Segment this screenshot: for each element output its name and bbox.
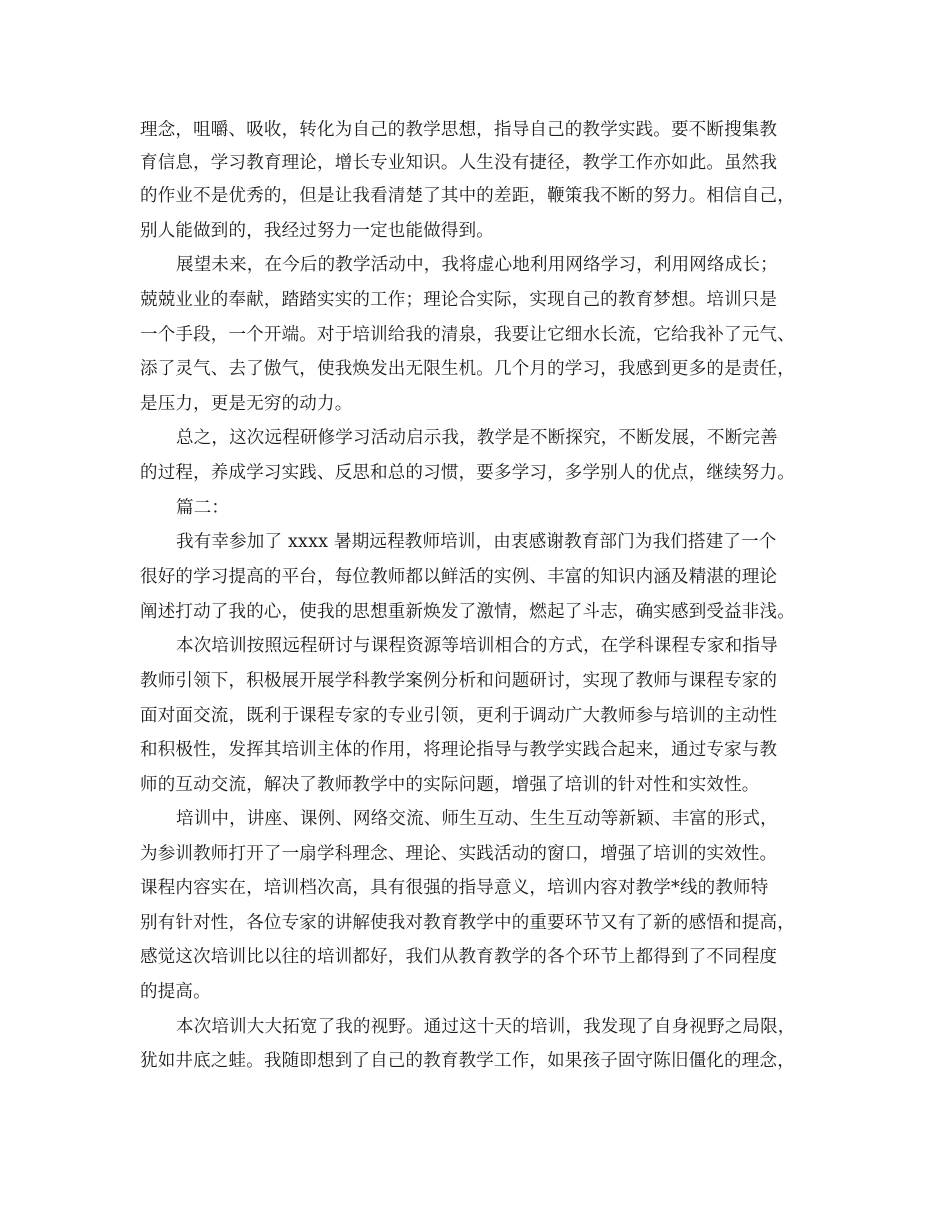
text-line: 犹如井底之蛙。我随即想到了自己的教育教学工作，如果孩子固守陈旧僵化的理念， xyxy=(140,1051,795,1071)
text-line: 别人能做到的，我经过努力一定也能做得到。 xyxy=(140,221,494,241)
text-line: 兢兢业业的奉献，踏踏实实的工作；理论合实际，实现自己的教育梦想。培训只是 xyxy=(140,290,778,310)
text-line: 很好的学习提高的平台，每位教师都以鲜活的实例、丰富的知识内涵及精湛的理论 xyxy=(140,567,778,587)
text-line: 育信息，学习教育理论，增长专业知识。人生没有捷径，教学工作亦如此。虽然我 xyxy=(140,153,778,173)
text-line: 为参训教师打开了一扇学科理念、理论、实践活动的窗口，增强了培训的实效性。 xyxy=(140,844,778,864)
text-line: 别有针对性，各位专家的讲解使我对教育教学中的重要环节又有了新的感悟和提高， xyxy=(140,913,795,933)
text-line: 的提高。 xyxy=(140,982,211,1002)
text-line: 阐述打动了我的心，使我的思想重新焕发了激情，燃起了斗志，确实感到受益非浅。 xyxy=(140,602,795,622)
text-line: 的作业不是优秀的，但是让我看清楚了其中的差距，鞭策我不断的努力。相信自己， xyxy=(140,186,795,206)
text-line: 面对面交流，既利于课程专家的专业引领，更利于调动广大教师参与培训的主动性 xyxy=(140,706,778,726)
text-line: 培训中，讲座、课例、网络交流、师生互动、生生互动等新颖、丰富的形式， xyxy=(176,809,778,829)
text-line: 添了灵气、去了傲气，使我焕发出无限生机。几个月的学习，我感到更多的是责任， xyxy=(140,359,795,379)
text-line: 我有幸参加了 xxxx 暑期远程教师培训，由衷感谢教育部门为我们搭建了一个 xyxy=(176,532,777,552)
text-line: 和积极性，发挥其培训主体的作用，将理论指导与教学实践合起来，通过专家与教 xyxy=(140,740,778,760)
text-line: 展望未来，在今后的教学活动中，我将虚心地利用网络学习，利用网络成长； xyxy=(176,255,778,275)
text-line: 是压力，更是无穷的动力。 xyxy=(140,394,353,414)
text-line: 理念，咀嚼、吸收，转化为自己的教学思想，指导自己的教学实践。要不断搜集教 xyxy=(140,120,778,140)
text-line: 课程内容实在，培训档次高，具有很强的指导意义，培训内容对教学*线的教师特 xyxy=(140,878,769,898)
text-line: 总之，这次远程研修学习活动启示我，教学是不断探究，不断发展，不断完善 xyxy=(176,428,778,448)
text-line: 篇二： xyxy=(176,498,230,518)
text-line: 的过程，养成学习实践、反思和总的习惯，要多学习，多学别人的优点，继续努力。 xyxy=(140,463,795,483)
text-line: 一个手段，一个开端。对于培训给我的清泉，我要让它细水长流，它给我补了元气、 xyxy=(140,325,795,345)
text-line: 本次培训大大拓宽了我的视野。通过这十天的培训，我发现了自身视野之局限， xyxy=(176,1017,796,1037)
text-line: 教师引领下，积极展开展学科教学案例分析和问题研讨，实现了教师与课程专家的 xyxy=(140,671,778,691)
text-line: 师的互动交流，解决了教师教学中的实际问题，增强了培训的针对性和实效性。 xyxy=(140,775,760,795)
text-line: 感觉这次培训比以往的培训都好，我们从教育教学的各个环节上都得到了不同程度 xyxy=(140,947,778,967)
text-line: 本次培训按照远程研讨与课程资源等培训相合的方式，在学科课程专家和指导 xyxy=(176,636,778,656)
